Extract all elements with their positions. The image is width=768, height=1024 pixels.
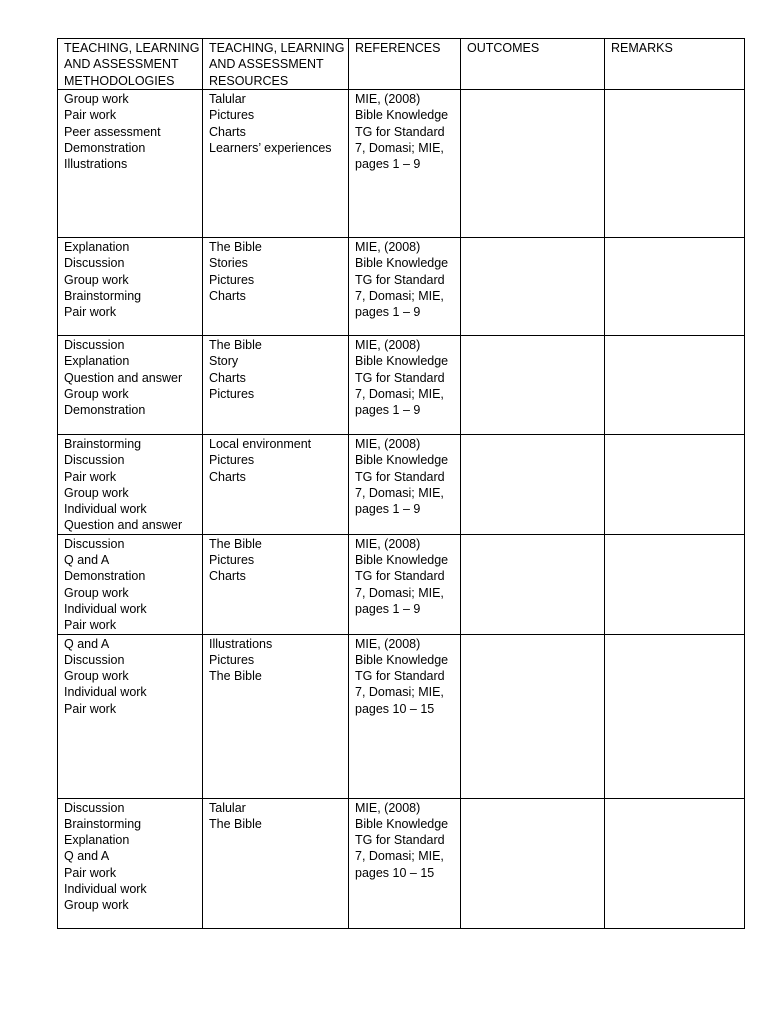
cell-line: Group work bbox=[64, 585, 129, 600]
cell-line: Discussion bbox=[64, 453, 125, 468]
cell-methodologies bbox=[58, 336, 203, 435]
cell-line: TG for Standard bbox=[355, 833, 445, 848]
cell-resources bbox=[203, 534, 349, 634]
cell-line: REMARKS bbox=[611, 41, 673, 55]
cell-references bbox=[349, 634, 461, 798]
cell-outcomes bbox=[461, 90, 605, 238]
cell-line: Peer assessment bbox=[64, 124, 161, 139]
cell-line: 7, Domasi; MIE, bbox=[355, 849, 444, 864]
cell-line: Group work bbox=[64, 669, 129, 684]
cell-line: Brainstorming bbox=[64, 437, 142, 451]
cell-line: Group work bbox=[64, 272, 129, 287]
cell-line: Pictures bbox=[209, 652, 255, 667]
header-row bbox=[58, 39, 745, 90]
cell-line: TG for Standard bbox=[355, 124, 445, 139]
cell-resources bbox=[203, 238, 349, 336]
cell-line: 7, Domasi; MIE, bbox=[355, 685, 444, 700]
cell-line: The Bible bbox=[209, 816, 262, 831]
cell-line: TG for Standard bbox=[355, 370, 445, 385]
cell-line: Demonstration bbox=[64, 569, 146, 584]
table-row bbox=[58, 534, 745, 634]
cell-line: Explanation bbox=[64, 833, 130, 848]
cell-line: Q and A bbox=[64, 849, 110, 864]
cell-line: MIE, (2008) bbox=[355, 338, 421, 352]
cell-line: Demonstration bbox=[64, 140, 146, 155]
cell-remarks bbox=[605, 238, 745, 336]
cell-line: pages 1 – 9 bbox=[355, 305, 421, 320]
cell-line: Group work bbox=[64, 92, 129, 106]
cell-line: Talular bbox=[209, 800, 246, 815]
cell-line: MIE, (2008) bbox=[355, 536, 421, 551]
cell-line: Pictures bbox=[209, 553, 255, 568]
cell-line: Pictures bbox=[209, 272, 255, 287]
cell-line: pages 1 – 9 bbox=[355, 157, 421, 172]
cell-line: 7, Domasi; MIE, bbox=[355, 585, 444, 600]
cell-references bbox=[349, 435, 461, 535]
cell-line: MIE, (2008) bbox=[355, 636, 421, 651]
cell-line: Discussion bbox=[64, 652, 125, 667]
cell-line: Pair work bbox=[64, 108, 117, 123]
cell-references bbox=[349, 534, 461, 634]
cell-methodologies bbox=[58, 534, 203, 634]
cell-line: MIE, (2008) bbox=[355, 240, 421, 254]
cell-line: 7, Domasi; MIE, bbox=[355, 485, 444, 500]
cell-line: Charts bbox=[209, 569, 246, 584]
cell-line: Pair work bbox=[64, 469, 117, 484]
cell-line: 7, Domasi; MIE, bbox=[355, 386, 444, 401]
cell-line: Illustrations bbox=[209, 636, 273, 651]
cell-line: Question and answer bbox=[64, 518, 183, 533]
cell-line: The Bible bbox=[209, 669, 262, 684]
cell-line: 7, Domasi; MIE, bbox=[355, 140, 444, 155]
cell-line: Individual work bbox=[64, 882, 147, 897]
cell-references bbox=[349, 238, 461, 336]
cell-line: Discussion bbox=[64, 800, 125, 815]
cell-line: Brainstorming bbox=[64, 816, 142, 831]
cell-line: pages 1 – 9 bbox=[355, 502, 421, 517]
cell-line: TEACHING, LEARNING bbox=[64, 41, 200, 55]
cell-line: 7, Domasi; MIE, bbox=[355, 288, 444, 303]
cell-line: The Bible bbox=[209, 536, 262, 551]
table-row bbox=[58, 798, 745, 928]
cell-line: The Bible bbox=[209, 338, 262, 352]
cell-line: pages 10 – 15 bbox=[355, 865, 435, 880]
cell-methodologies bbox=[58, 798, 203, 928]
cell-line: Charts bbox=[209, 370, 246, 385]
cell-line: Stories bbox=[209, 256, 248, 271]
cell-remarks bbox=[605, 336, 745, 435]
cell-line: Pair work bbox=[64, 618, 117, 633]
cell-line: Illustrations bbox=[64, 157, 128, 172]
cell-remarks bbox=[605, 435, 745, 535]
cell-line: TG for Standard bbox=[355, 469, 445, 484]
cell-methodologies bbox=[58, 90, 203, 238]
cell-remarks bbox=[605, 634, 745, 798]
table-header bbox=[58, 39, 745, 90]
cell-line: OUTCOMES bbox=[467, 41, 540, 55]
table-row bbox=[58, 90, 745, 238]
cell-remarks bbox=[605, 798, 745, 928]
table-row bbox=[58, 435, 745, 535]
cell-outcomes bbox=[461, 634, 605, 798]
cell-line: MIE, (2008) bbox=[355, 92, 421, 106]
cell-line: Individual work bbox=[64, 601, 147, 616]
cell-line: MIE, (2008) bbox=[355, 437, 421, 451]
cell-line: Learners’ experiences bbox=[209, 140, 332, 155]
table-row bbox=[58, 634, 745, 798]
cell-line: AND ASSESSMENT bbox=[64, 57, 179, 72]
cell-line: Charts bbox=[209, 124, 246, 139]
cell-line: Pair work bbox=[64, 701, 117, 716]
cell-line: Group work bbox=[64, 485, 129, 500]
cell-line: TG for Standard bbox=[355, 272, 445, 287]
cell-remarks bbox=[605, 90, 745, 238]
cell-line: TG for Standard bbox=[355, 569, 445, 584]
cell-line: TEACHING, LEARNING bbox=[209, 41, 345, 55]
cell-line: AND ASSESSMENT bbox=[209, 57, 324, 72]
cell-line: Talular bbox=[209, 92, 246, 106]
cell-line: Bible Knowledge bbox=[355, 816, 449, 831]
cell-line: Group work bbox=[64, 386, 129, 401]
table-body bbox=[58, 90, 745, 929]
cell-outcomes bbox=[461, 798, 605, 928]
cell-outcomes bbox=[461, 238, 605, 336]
cell-resources bbox=[203, 336, 349, 435]
cell-line: MIE, (2008) bbox=[355, 800, 421, 815]
cell-line: Q and A bbox=[64, 553, 110, 568]
cell-line: Demonstration bbox=[64, 403, 146, 418]
table-row bbox=[58, 238, 745, 336]
cell-line: Discussion bbox=[64, 256, 125, 271]
cell-line: Bible Knowledge bbox=[355, 354, 449, 369]
cell-references bbox=[349, 798, 461, 928]
column-header-remarks bbox=[605, 39, 745, 90]
cell-line: pages 1 – 9 bbox=[355, 601, 421, 616]
cell-line: Bible Knowledge bbox=[355, 108, 449, 123]
cell-line: Pictures bbox=[209, 453, 255, 468]
cell-resources bbox=[203, 435, 349, 535]
cell-resources bbox=[203, 798, 349, 928]
column-header-outcomes bbox=[461, 39, 605, 90]
cell-remarks bbox=[605, 534, 745, 634]
cell-line: Pictures bbox=[209, 386, 255, 401]
cell-line: Local environment bbox=[209, 437, 312, 451]
cell-line: Charts bbox=[209, 469, 246, 484]
cell-line: REFERENCES bbox=[355, 41, 441, 55]
cell-line: Question and answer bbox=[64, 370, 183, 385]
cell-line: Q and A bbox=[64, 636, 110, 651]
cell-line: Group work bbox=[64, 898, 129, 913]
cell-line: Bible Knowledge bbox=[355, 553, 449, 568]
cell-line: RESOURCES bbox=[209, 73, 289, 88]
cell-line: Bible Knowledge bbox=[355, 256, 449, 271]
cell-line: Bible Knowledge bbox=[355, 652, 449, 667]
cell-resources bbox=[203, 634, 349, 798]
cell-line: Pair work bbox=[64, 305, 117, 320]
cell-references bbox=[349, 90, 461, 238]
cell-line: Discussion bbox=[64, 536, 125, 551]
cell-methodologies bbox=[58, 238, 203, 336]
column-header-methodologies bbox=[58, 39, 203, 90]
cell-line: The Bible bbox=[209, 240, 262, 254]
cell-resources bbox=[203, 90, 349, 238]
cell-line: pages 1 – 9 bbox=[355, 403, 421, 418]
cell-line: Brainstorming bbox=[64, 288, 142, 303]
cell-line: Explanation bbox=[64, 354, 130, 369]
cell-outcomes bbox=[461, 435, 605, 535]
cell-references bbox=[349, 336, 461, 435]
scheme-of-work-table bbox=[57, 38, 745, 929]
cell-outcomes bbox=[461, 336, 605, 435]
cell-line: METHODOLOGIES bbox=[64, 73, 175, 88]
cell-line: Pair work bbox=[64, 865, 117, 880]
cell-methodologies bbox=[58, 634, 203, 798]
cell-line: Individual work bbox=[64, 685, 147, 700]
cell-line: Explanation bbox=[64, 240, 130, 254]
cell-line: Charts bbox=[209, 288, 246, 303]
cell-line: Individual work bbox=[64, 502, 147, 517]
cell-outcomes bbox=[461, 534, 605, 634]
column-header-references bbox=[349, 39, 461, 90]
column-header-resources bbox=[203, 39, 349, 90]
cell-line: Story bbox=[209, 354, 239, 369]
cell-line: Pictures bbox=[209, 108, 255, 123]
cell-line: Bible Knowledge bbox=[355, 453, 449, 468]
cell-line: TG for Standard bbox=[355, 669, 445, 684]
cell-line: Discussion bbox=[64, 338, 125, 352]
table-row bbox=[58, 336, 745, 435]
cell-methodologies bbox=[58, 435, 203, 535]
cell-line: pages 10 – 15 bbox=[355, 701, 435, 716]
